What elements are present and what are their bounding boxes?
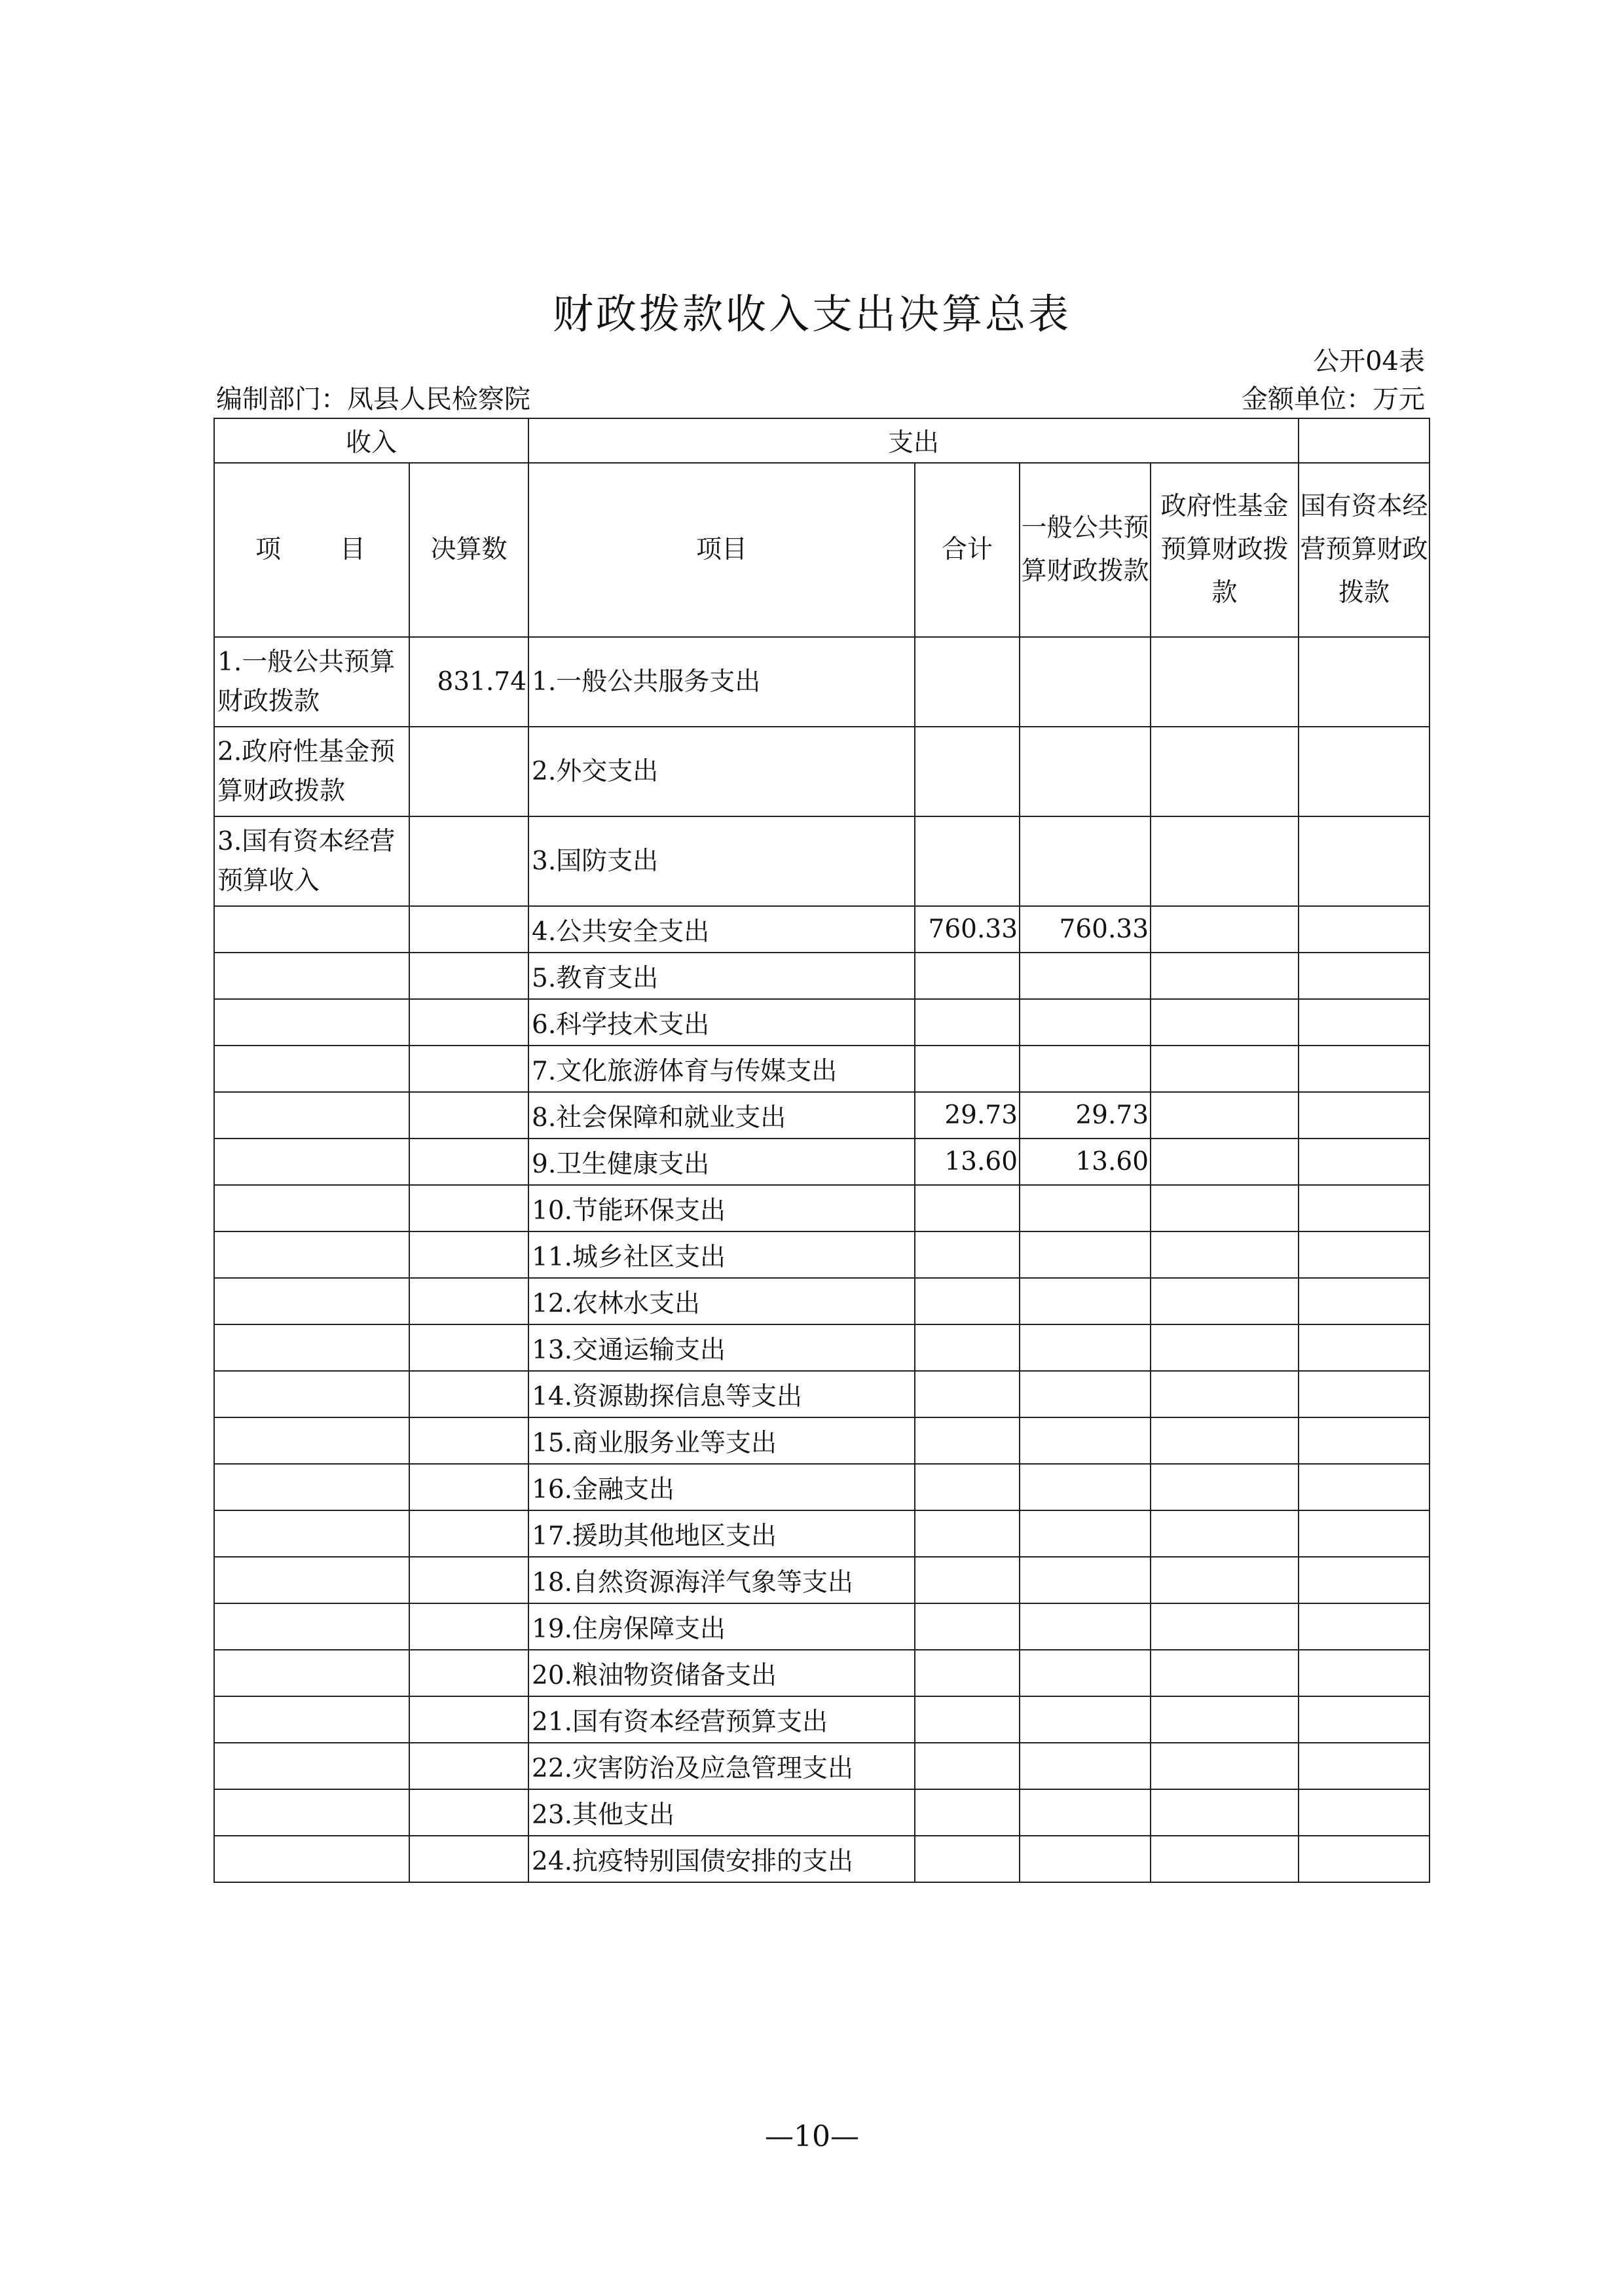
table-row — [214, 1789, 1430, 1836]
fund-budget-cell — [1151, 1696, 1299, 1743]
state-capital-cell — [1299, 1139, 1430, 1185]
general-budget-cell — [1020, 816, 1151, 906]
state-capital-cell — [1299, 637, 1430, 727]
income-amount-cell — [409, 1650, 528, 1696]
table-row — [214, 1417, 1430, 1464]
total-cell — [915, 1789, 1020, 1836]
table-row — [214, 1743, 1430, 1789]
fund-budget-cell — [1151, 1743, 1299, 1789]
expenditure-item-cell: 6.科学技术支出 — [528, 999, 915, 1046]
income-amount-cell — [409, 1510, 528, 1557]
fund-budget-cell — [1151, 1371, 1299, 1417]
state-capital-cell — [1299, 906, 1430, 953]
state-capital-cell — [1299, 999, 1430, 1046]
fund-budget-cell — [1151, 1324, 1299, 1371]
state-capital-cell — [1299, 1557, 1430, 1603]
expenditure-item-cell: 7.文化旅游体育与传媒支出 — [528, 1046, 915, 1092]
income-item-cell — [214, 1650, 409, 1696]
general-budget-cell — [1020, 953, 1151, 999]
fund-budget-cell — [1151, 953, 1299, 999]
income-amount-cell — [409, 1324, 528, 1371]
general-budget-cell — [1020, 1324, 1151, 1371]
expenditure-item-cell: 15.商业服务业等支出 — [528, 1417, 915, 1464]
fund-budget-cell — [1151, 1185, 1299, 1231]
income-item-header: 项 目 — [214, 463, 409, 637]
income-amount-cell — [409, 1743, 528, 1789]
department-label: 编制部门：凤县人民检察院 — [216, 384, 530, 414]
income-amount-cell — [409, 816, 528, 906]
income-amount-cell — [409, 1092, 528, 1139]
expenditure-item-cell: 21.国有资本经营预算支出 — [528, 1696, 915, 1743]
general-budget-cell — [1020, 999, 1151, 1046]
income-amount-cell — [409, 1417, 528, 1464]
state-capital-cell — [1299, 1650, 1430, 1696]
general-budget-cell — [1020, 1185, 1151, 1231]
fund-budget-cell — [1151, 816, 1299, 906]
income-amount-cell — [409, 1185, 528, 1231]
income-item-cell — [214, 1464, 409, 1510]
income-item-cell — [214, 906, 409, 953]
fund-budget-cell — [1151, 1510, 1299, 1557]
table-row — [214, 1046, 1430, 1092]
table-row — [214, 906, 1430, 953]
state-capital-cell — [1299, 1092, 1430, 1139]
expenditure-item-cell: 4.公共安全支出 — [528, 906, 915, 953]
state-capital-cell — [1299, 1278, 1430, 1324]
expenditure-item-header: 项目 — [528, 463, 915, 637]
table-row — [214, 1696, 1430, 1743]
page-number: —10— — [765, 2120, 859, 2153]
state-capital-cell — [1299, 1324, 1430, 1371]
total-cell — [915, 999, 1020, 1046]
income-amount-cell — [409, 1278, 528, 1324]
table-body — [214, 637, 1430, 1882]
income-item-cell — [214, 953, 409, 999]
fund-budget-cell — [1151, 1836, 1299, 1882]
income-item-cell — [214, 1557, 409, 1603]
table-row — [214, 1603, 1430, 1650]
total-cell — [915, 1510, 1020, 1557]
form-number: 公开04表 — [1313, 346, 1425, 376]
table-row — [214, 1231, 1430, 1278]
fund-budget-cell — [1151, 1603, 1299, 1650]
income-item-cell — [214, 1185, 409, 1231]
general-budget-cell — [1020, 1696, 1151, 1743]
general-budget-header: 一般公共预算财政拨款 — [1020, 463, 1151, 637]
state-capital-cell — [1299, 1464, 1430, 1510]
total-cell — [915, 1464, 1020, 1510]
total-cell — [915, 1371, 1020, 1417]
general-budget-cell — [1020, 1278, 1151, 1324]
fund-budget-cell — [1151, 1278, 1299, 1324]
total-cell: 760.33 — [915, 906, 1020, 953]
general-budget-cell — [1020, 1464, 1151, 1510]
expenditure-item-cell: 9.卫生健康支出 — [528, 1139, 915, 1185]
total-cell — [915, 1417, 1020, 1464]
income-amount-cell — [409, 1696, 528, 1743]
table-row — [214, 1139, 1430, 1185]
table-row — [214, 1092, 1430, 1139]
expenditure-item-cell: 22.灾害防治及应急管理支出 — [528, 1743, 915, 1789]
page-title: 财政拨款收入支出决算总表 — [552, 290, 1071, 338]
state-capital-cell — [1299, 1696, 1430, 1743]
unit-label: 金额单位：万元 — [1242, 384, 1425, 414]
general-budget-cell — [1020, 1417, 1151, 1464]
general-budget-cell: 760.33 — [1020, 906, 1151, 953]
income-item-cell — [214, 1743, 409, 1789]
income-item-cell — [214, 1603, 409, 1650]
income-item-cell — [214, 999, 409, 1046]
expenditure-item-cell: 3.国防支出 — [528, 816, 915, 906]
fund-budget-cell — [1151, 1789, 1299, 1836]
total-cell — [915, 1743, 1020, 1789]
total-cell — [915, 1278, 1020, 1324]
state-capital-cell — [1299, 1510, 1430, 1557]
income-item-cell: 2.政府性基金预算财政拨款 — [214, 727, 409, 816]
fund-budget-cell — [1151, 1557, 1299, 1603]
table-row — [214, 999, 1430, 1046]
fund-budget-cell — [1151, 1139, 1299, 1185]
income-item-cell — [214, 1789, 409, 1836]
state-capital-header: 国有资本经营预算财政拨款 — [1299, 463, 1430, 637]
income-amount-cell: 831.74 — [409, 637, 528, 727]
expenditure-header: 支出 — [528, 418, 1299, 463]
income-amount-cell — [409, 1789, 528, 1836]
general-budget-cell — [1020, 727, 1151, 816]
expenditure-item-cell: 5.教育支出 — [528, 953, 915, 999]
total-cell — [915, 1185, 1020, 1231]
income-amount-cell — [409, 1046, 528, 1092]
total-cell — [915, 953, 1020, 999]
table-row — [214, 637, 1430, 727]
total-cell — [915, 816, 1020, 906]
general-budget-cell: 13.60 — [1020, 1139, 1151, 1185]
general-budget-cell — [1020, 1371, 1151, 1417]
total-cell — [915, 1650, 1020, 1696]
fund-budget-cell — [1151, 637, 1299, 727]
fund-budget-cell — [1151, 1417, 1299, 1464]
state-capital-cell — [1299, 1417, 1430, 1464]
expenditure-item-cell: 19.住房保障支出 — [528, 1603, 915, 1650]
general-budget-cell — [1020, 1231, 1151, 1278]
blank-header-cell — [1299, 418, 1430, 463]
income-amount-header: 决算数 — [409, 463, 528, 637]
table-row — [214, 1650, 1430, 1696]
table-row — [214, 1278, 1430, 1324]
general-budget-cell — [1020, 1743, 1151, 1789]
table-row — [214, 1371, 1430, 1417]
income-amount-cell — [409, 727, 528, 816]
expenditure-item-cell: 8.社会保障和就业支出 — [528, 1092, 915, 1139]
income-amount-cell — [409, 999, 528, 1046]
total-cell — [915, 1046, 1020, 1092]
state-capital-cell — [1299, 1836, 1430, 1882]
general-budget-cell — [1020, 1836, 1151, 1882]
table-row — [214, 1510, 1430, 1557]
income-amount-cell — [409, 1371, 528, 1417]
general-budget-cell — [1020, 1557, 1151, 1603]
state-capital-cell — [1299, 1231, 1430, 1278]
general-budget-cell — [1020, 1046, 1151, 1092]
expenditure-item-cell: 23.其他支出 — [528, 1789, 915, 1836]
total-cell — [915, 1836, 1020, 1882]
income-item-cell — [214, 1046, 409, 1092]
general-budget-cell — [1020, 1650, 1151, 1696]
expenditure-item-cell: 17.援助其他地区支出 — [528, 1510, 915, 1557]
income-item-cell — [214, 1139, 409, 1185]
general-budget-cell: 29.73 — [1020, 1092, 1151, 1139]
general-budget-cell — [1020, 1510, 1151, 1557]
income-item-cell: 3.国有资本经营预算收入 — [214, 816, 409, 906]
total-header: 合计 — [915, 463, 1020, 637]
expenditure-item-cell: 1.一般公共服务支出 — [528, 637, 915, 727]
fund-budget-cell — [1151, 1231, 1299, 1278]
income-amount-cell — [409, 1603, 528, 1650]
state-capital-cell — [1299, 1789, 1430, 1836]
state-capital-cell — [1299, 953, 1430, 999]
total-cell — [915, 1231, 1020, 1278]
state-capital-cell — [1299, 1185, 1430, 1231]
expenditure-item-cell: 11.城乡社区支出 — [528, 1231, 915, 1278]
income-amount-cell — [409, 1464, 528, 1510]
budget-table — [213, 418, 1430, 1883]
expenditure-item-cell: 18.自然资源海洋气象等支出 — [528, 1557, 915, 1603]
general-budget-cell — [1020, 1789, 1151, 1836]
fund-budget-cell — [1151, 1092, 1299, 1139]
expenditure-item-cell: 13.交通运输支出 — [528, 1324, 915, 1371]
fund-budget-cell — [1151, 999, 1299, 1046]
table-row — [214, 1185, 1430, 1231]
income-amount-cell — [409, 1836, 528, 1882]
expenditure-item-cell: 20.粮油物资储备支出 — [528, 1650, 915, 1696]
expenditure-item-cell: 2.外交支出 — [528, 727, 915, 816]
expenditure-item-cell: 10.节能环保支出 — [528, 1185, 915, 1231]
table-row — [214, 1324, 1430, 1371]
state-capital-cell — [1299, 727, 1430, 816]
table-row — [214, 1464, 1430, 1510]
general-budget-cell — [1020, 637, 1151, 727]
total-cell — [915, 1557, 1020, 1603]
expenditure-item-cell: 16.金融支出 — [528, 1464, 915, 1510]
state-capital-cell — [1299, 1046, 1430, 1092]
income-amount-cell — [409, 1231, 528, 1278]
total-cell — [915, 1696, 1020, 1743]
fund-budget-cell — [1151, 1046, 1299, 1092]
table-row — [214, 1557, 1430, 1603]
income-amount-cell — [409, 906, 528, 953]
expenditure-item-cell: 14.资源勘探信息等支出 — [528, 1371, 915, 1417]
table-row — [214, 727, 1430, 816]
income-item-cell — [214, 1417, 409, 1464]
total-cell — [915, 1324, 1020, 1371]
income-item-cell — [214, 1324, 409, 1371]
table-row — [214, 953, 1430, 999]
expenditure-item-cell: 24.抗疫特别国债安排的支出 — [528, 1836, 915, 1882]
income-item-cell — [214, 1696, 409, 1743]
income-item-cell — [214, 1278, 409, 1324]
total-cell — [915, 637, 1020, 727]
total-cell — [915, 727, 1020, 816]
income-amount-cell — [409, 1557, 528, 1603]
state-capital-cell — [1299, 1743, 1430, 1789]
income-item-cell — [214, 1836, 409, 1882]
general-budget-cell — [1020, 1603, 1151, 1650]
table-row — [214, 1836, 1430, 1882]
total-cell: 29.73 — [915, 1092, 1020, 1139]
income-amount-cell — [409, 1139, 528, 1185]
income-item-cell — [214, 1510, 409, 1557]
income-item-cell — [214, 1371, 409, 1417]
total-cell: 13.60 — [915, 1139, 1020, 1185]
income-header: 收入 — [214, 418, 528, 463]
fund-budget-cell — [1151, 727, 1299, 816]
income-item-cell — [214, 1231, 409, 1278]
total-cell — [915, 1603, 1020, 1650]
fund-budget-cell — [1151, 906, 1299, 953]
expenditure-item-cell: 12.农林水支出 — [528, 1278, 915, 1324]
state-capital-cell — [1299, 816, 1430, 906]
income-amount-cell — [409, 953, 528, 999]
table-row — [214, 816, 1430, 906]
income-item-cell: 1.一般公共预算财政拨款 — [214, 637, 409, 727]
state-capital-cell — [1299, 1371, 1430, 1417]
fund-budget-header: 政府性基金预算财政拨款 — [1151, 463, 1299, 637]
income-item-cell — [214, 1092, 409, 1139]
state-capital-cell — [1299, 1603, 1430, 1650]
fund-budget-cell — [1151, 1650, 1299, 1696]
fund-budget-cell — [1151, 1464, 1299, 1510]
